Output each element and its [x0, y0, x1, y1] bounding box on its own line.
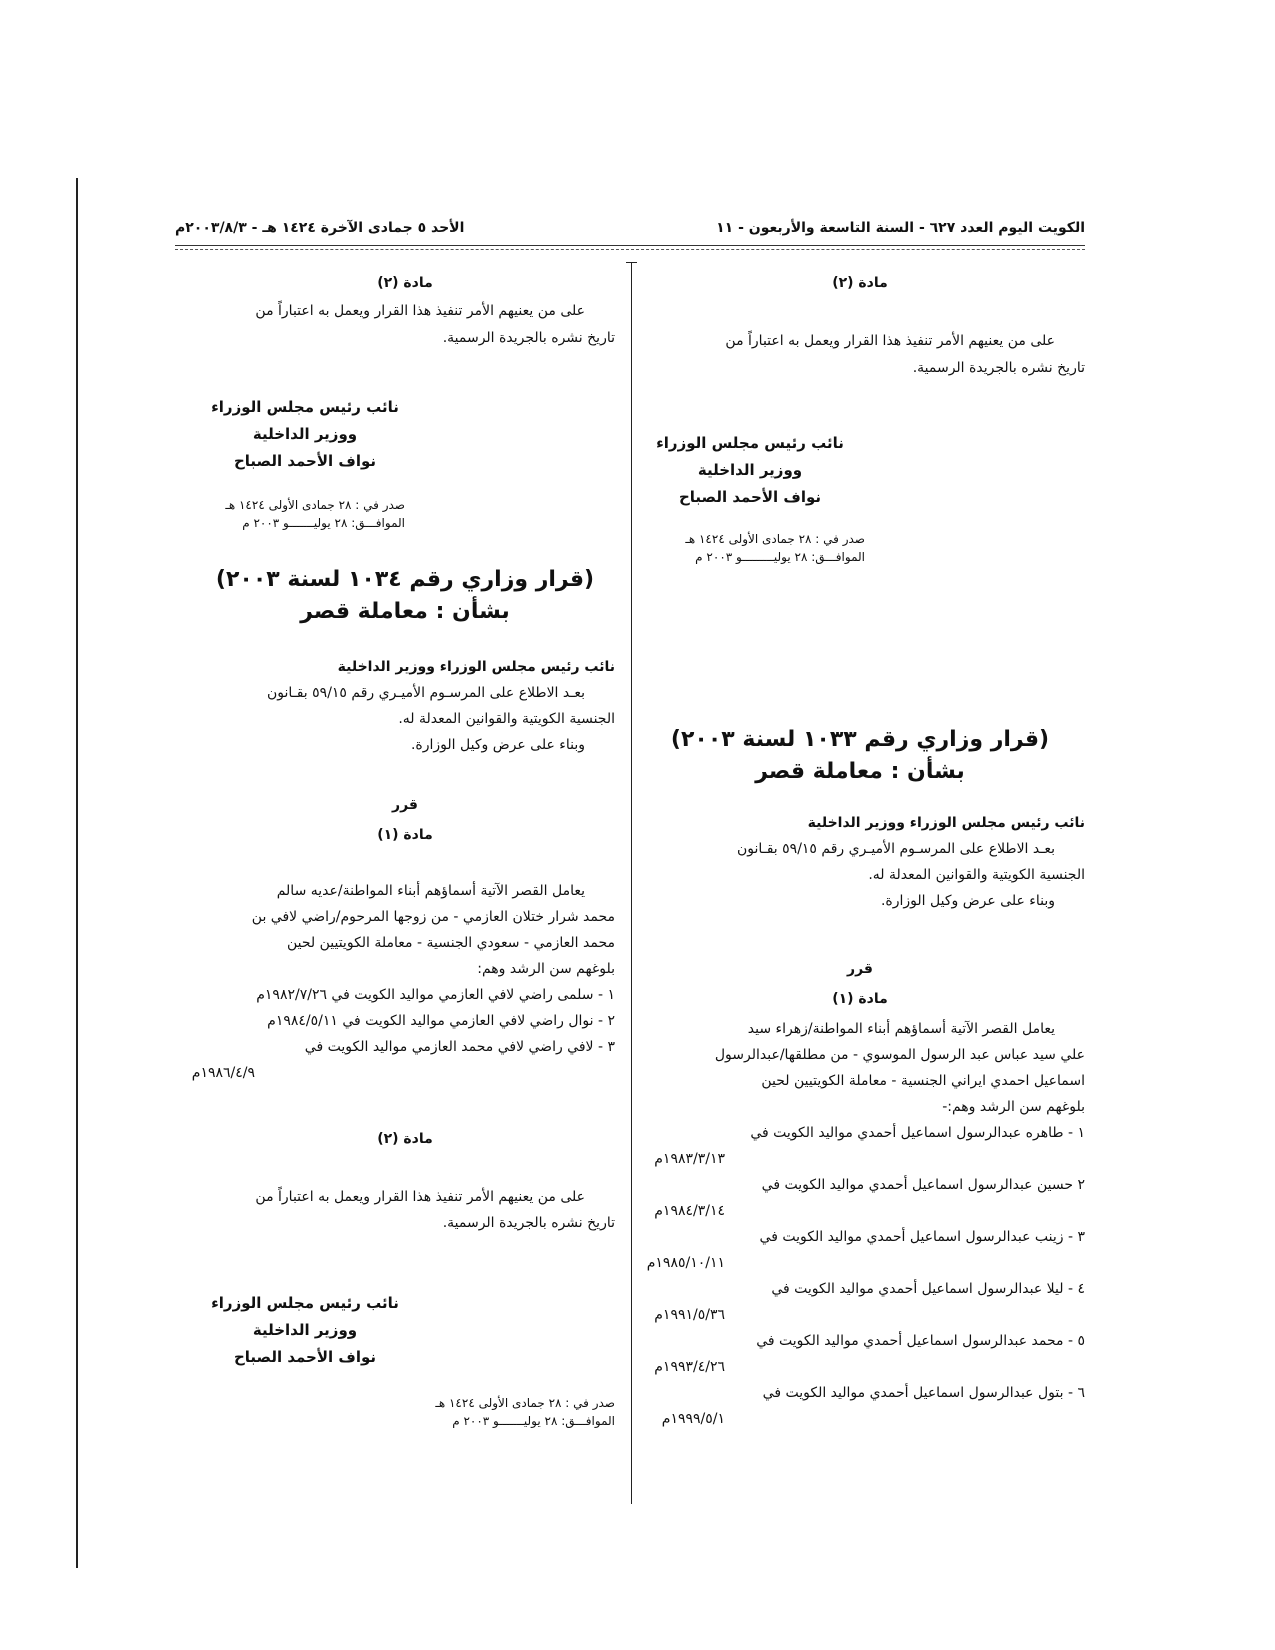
list-item: ٤ - ليلا عبدالرسول اسماعيل أحمدي مواليد الكويت في [771, 1281, 1085, 1297]
list-item: ٣ - لافي راضي لافي محمد العازمي مواليد الكويت في [304, 1039, 615, 1055]
list-item: ٣ - زينب عبدالرسول اسماعيل أحمدي مواليد الكويت في [759, 1229, 1085, 1245]
article-title: مادة (٢) [377, 275, 433, 291]
header-date: الأحد ٥ جمادى الآخرة ١٤٢٤ هـ - ٢٠٠٣/٨/٣م [175, 220, 465, 236]
decided-heading: قرر [392, 797, 418, 813]
signature-title: ووزير الداخلية [252, 1321, 358, 1339]
article-text: بلوغهم سن الرشد وهم: [477, 961, 615, 977]
list-item: ٥ - محمد عبدالرسول اسماعيل أحمدي مواليد الكويت في [756, 1333, 1085, 1349]
list-item: ١ - سلمى راضي لافي العازمي مواليد الكويت في ١٩٨٢/٧/٢٦م [256, 987, 615, 1003]
list-item: ٢ - نوال راضي لافي العازمي مواليد الكويت في ١٩٨٤/٥/١١م [267, 1013, 615, 1029]
list-item-date: ١٩٨٥/١٠/١١م [646, 1255, 725, 1271]
header-issue-info: الكويت اليوم العدد ٦٢٧ - السنة التاسعة والأربعون - ١١ [716, 220, 1085, 236]
list-item: ٢ حسين عبدالرسول اسماعيل أحمدي مواليد الكويت في [761, 1177, 1085, 1193]
issue-date-gregorian: الموافـــق: ٢٨ يوليـــــــــو ٢٠٠٣ م [695, 550, 865, 564]
preamble-text: الجنسية الكويتية والقوانين المعدلة له. [398, 711, 615, 727]
article-text: علي سيد عباس عبد الرسول الموسوي - من مطلقها/عبدالرسول [714, 1047, 1085, 1063]
signature-title: نائب رئيس مجلس الوزراء [211, 1294, 399, 1312]
issue-date: صدر في : ٢٨ جمادى الأولى ١٤٢٤ هـ [225, 498, 405, 512]
list-item-date: ١٩٨٤/٣/١٤م [654, 1203, 725, 1219]
list-item-date: ١٩٩١/٥/٣٦م [654, 1307, 725, 1323]
article-text: على من يعنيهم الأمر تنفيذ هذا القرار ويعمل به اعتباراً من [725, 333, 1055, 349]
article-text: تاريخ نشره بالجريدة الرسمية. [442, 1215, 615, 1231]
article-text: يعامل القصر الآتية أسماؤهم أبناء المواطنة/عديه سالم [276, 883, 585, 899]
article-text: على من يعنيهم الأمر تنفيذ هذا القرار ويعمل به اعتباراً من [255, 303, 585, 319]
list-item-date: ١٩٩٣/٤/٢٦م [654, 1359, 725, 1375]
signature-title: ووزير الداخلية [252, 425, 358, 443]
list-item-date: ١٩٩٩/٥/١م [661, 1411, 725, 1427]
decided-heading: قرر [847, 961, 873, 977]
issuer: نائب رئيس مجلس الوزراء ووزير الداخلية [337, 659, 615, 675]
list-item-date: ١٩٨٣/٣/١٣م [654, 1151, 725, 1167]
article-title: مادة (٢) [832, 275, 888, 291]
decision-subject: بشأن : معاملة قصر [300, 599, 510, 624]
decision-title: (قرار وزاري رقم ١٠٣٤ لسنة ٢٠٠٣) [215, 567, 595, 592]
article-text: اسماعيل احمدي ايراني الجنسية - معاملة الكويتيين لحين [761, 1073, 1085, 1089]
article-title: مادة (١) [832, 991, 888, 1007]
preamble-text: وبناء على عرض وكيل الوزارة. [880, 893, 1055, 909]
signature-title: ووزير الداخلية [697, 461, 803, 479]
issue-date: صدر في : ٢٨ جمادى الأولى ١٤٢٤ هـ [435, 1396, 615, 1410]
list-item-date: ١٩٨٦/٤/٩م [191, 1065, 255, 1081]
list-item: ٦ - بتول عبدالرسول اسماعيل أحمدي مواليد الكويت في [762, 1385, 1085, 1401]
column-divider-tick [626, 262, 637, 263]
article-text: محمد شرار ختلان العازمي - من زوجها المرحوم/راضي لافي بن [251, 909, 615, 925]
issue-date-gregorian: الموافـــق: ٢٨ يوليـــــــو ٢٠٠٣ م [242, 516, 405, 530]
signature-title: نائب رئيس مجلس الوزراء [656, 434, 844, 452]
issue-date-gregorian: الموافـــق: ٢٨ يوليـــــــو ٢٠٠٣ م [452, 1414, 615, 1428]
signature-name: نواف الأحمد الصباح [678, 488, 821, 506]
list-item: ١ - طاهره عبدالرسول اسماعيل أحمدي مواليد الكويت في [750, 1125, 1085, 1141]
decision-title: (قرار وزاري رقم ١٠٣٣ لسنة ٢٠٠٣) [670, 727, 1050, 752]
article-text: على من يعنيهم الأمر تنفيذ هذا القرار ويعمل به اعتباراً من [255, 1189, 585, 1205]
article-title: مادة (١) [377, 827, 433, 843]
signature-name: نواف الأحمد الصباح [233, 452, 376, 470]
article-text: تاريخ نشره بالجريدة الرسمية. [912, 360, 1085, 376]
issuer: نائب رئيس مجلس الوزراء ووزير الداخلية [807, 815, 1085, 831]
page-header [175, 220, 1085, 244]
header-rule [175, 245, 1085, 246]
signature-title: نائب رئيس مجلس الوزراء [211, 398, 399, 416]
column-divider [631, 262, 632, 1504]
article-text: محمد العازمي - سعودي الجنسية - معاملة الكويتيين لحين [286, 935, 615, 951]
article-text: يعامل القصر الآتية أسماؤهم أبناء المواطنة/زهراء سيد [747, 1021, 1055, 1037]
preamble-text: بعـد الاطلاع على المرسـوم الأميـري رقم ٥٩/١٥ بقـانون [266, 685, 585, 701]
article-title: مادة (٢) [377, 1131, 433, 1147]
article-text: تاريخ نشره بالجريدة الرسمية. [442, 330, 615, 346]
signature-name: نواف الأحمد الصباح [233, 1348, 376, 1366]
header-dashed-rule [175, 249, 1085, 250]
preamble-text: وبناء على عرض وكيل الوزارة. [410, 737, 585, 753]
preamble-text: الجنسية الكويتية والقوانين المعدلة له. [868, 867, 1085, 883]
issue-date: صدر في : ٢٨ جمادى الأولى ١٤٢٤ هـ [685, 532, 865, 546]
article-text: بلوغهم سن الرشد وهم:- [942, 1099, 1085, 1115]
decision-subject: بشأن : معاملة قصر [755, 759, 965, 784]
page-margin-line [76, 178, 78, 1568]
preamble-text: بعـد الاطلاع على المرسـوم الأميـري رقم ٥٩/١٥ بقـانون [736, 841, 1055, 857]
